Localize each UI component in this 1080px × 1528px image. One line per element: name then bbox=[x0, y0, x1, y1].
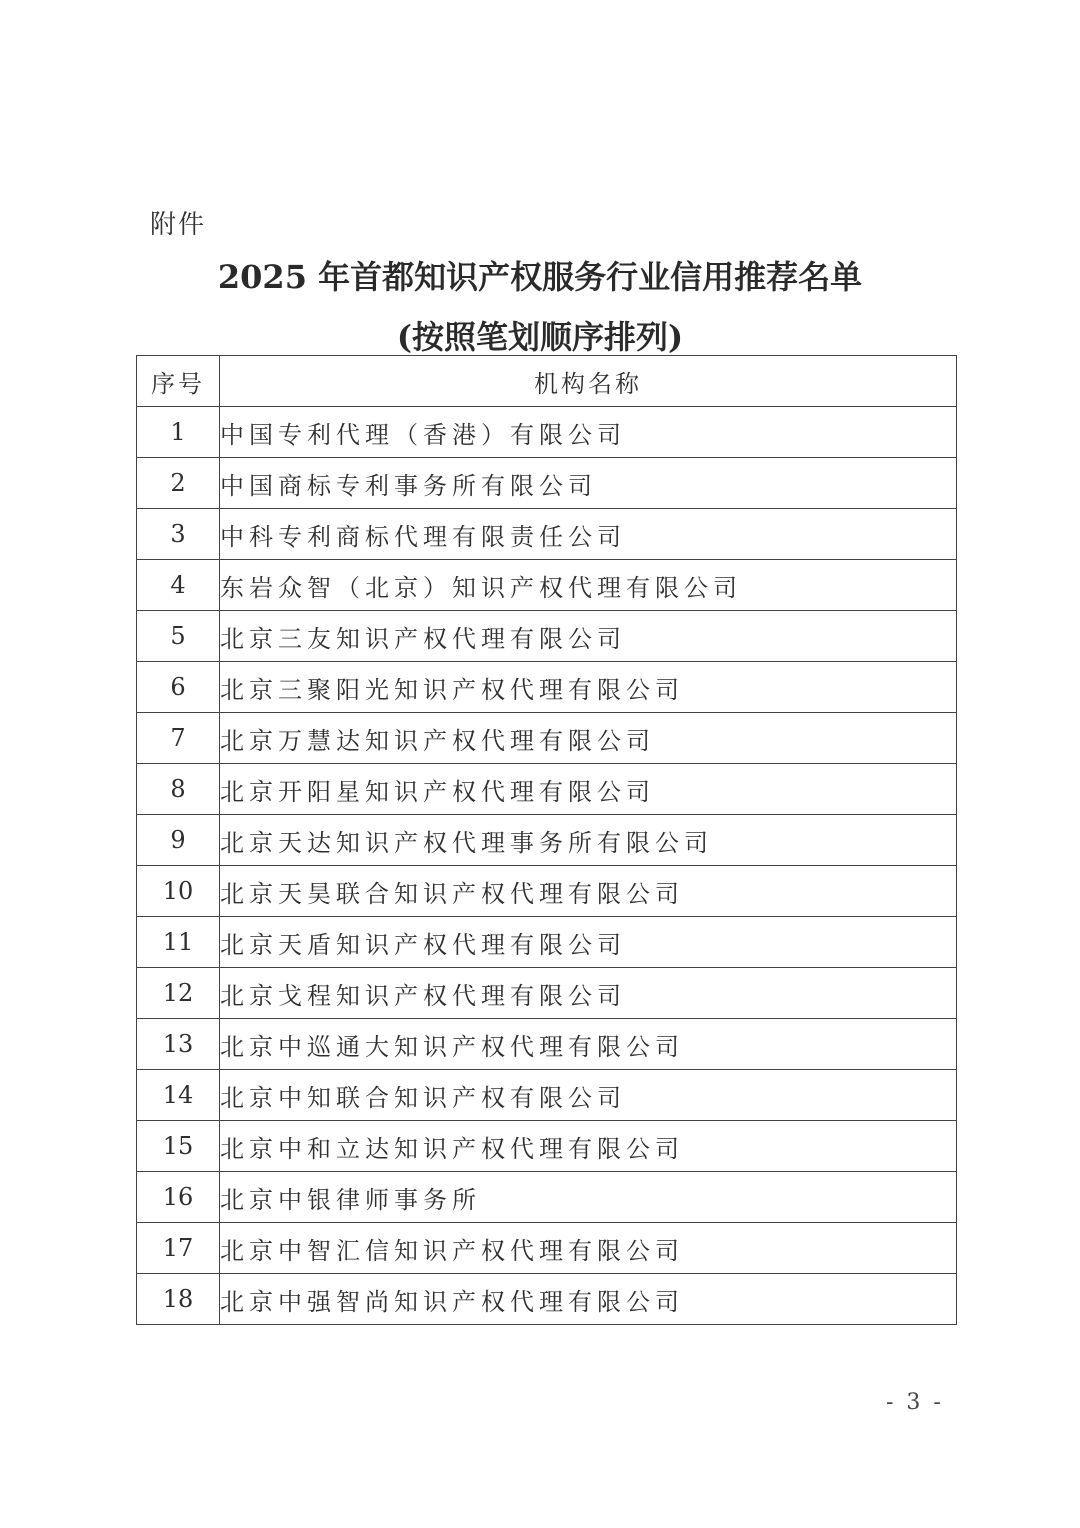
row-number: 17 bbox=[137, 1223, 220, 1274]
table-row bbox=[137, 968, 957, 1019]
table-row bbox=[137, 1019, 957, 1070]
row-number: 9 bbox=[137, 815, 220, 866]
row-number: 6 bbox=[137, 662, 220, 713]
organization-name: 中科专利商标代理有限责任公司 bbox=[220, 509, 957, 560]
table-row bbox=[137, 1121, 957, 1172]
row-number: 3 bbox=[137, 509, 220, 560]
row-number: 2 bbox=[137, 458, 220, 509]
organization-name: 北京中强智尚知识产权代理有限公司 bbox=[220, 1274, 957, 1325]
table-header-row bbox=[137, 356, 957, 407]
table-row bbox=[137, 509, 957, 560]
row-number: 12 bbox=[137, 968, 220, 1019]
organization-name: 北京中知联合知识产权有限公司 bbox=[220, 1070, 957, 1121]
organization-name: 北京三友知识产权代理有限公司 bbox=[220, 611, 957, 662]
row-number: 7 bbox=[137, 713, 220, 764]
row-number: 13 bbox=[137, 1019, 220, 1070]
organization-name: 北京开阳星知识产权代理有限公司 bbox=[220, 764, 957, 815]
organization-name: 东岩众智（北京）知识产权代理有限公司 bbox=[220, 560, 957, 611]
header-organization-name: 机构名称 bbox=[220, 356, 957, 407]
table-row bbox=[137, 1070, 957, 1121]
row-number: 11 bbox=[137, 917, 220, 968]
organization-name: 北京中巡通大知识产权代理有限公司 bbox=[220, 1019, 957, 1070]
row-number: 1 bbox=[137, 407, 220, 458]
organization-name: 北京天达知识产权代理事务所有限公司 bbox=[220, 815, 957, 866]
organization-name: 北京天盾知识产权代理有限公司 bbox=[220, 917, 957, 968]
row-number: 16 bbox=[137, 1172, 220, 1223]
table-row bbox=[137, 611, 957, 662]
table-row bbox=[137, 713, 957, 764]
organization-name: 北京中和立达知识产权代理有限公司 bbox=[220, 1121, 957, 1172]
table-row bbox=[137, 764, 957, 815]
row-number: 4 bbox=[137, 560, 220, 611]
attachment-label: 附件 bbox=[150, 210, 207, 240]
row-number: 14 bbox=[137, 1070, 220, 1121]
organization-name: 北京天昊联合知识产权代理有限公司 bbox=[220, 866, 957, 917]
organization-name: 北京中智汇信知识产权代理有限公司 bbox=[220, 1223, 957, 1274]
organization-name: 北京戈程知识产权代理有限公司 bbox=[220, 968, 957, 1019]
organization-name: 北京三聚阳光知识产权代理有限公司 bbox=[220, 662, 957, 713]
table-row bbox=[137, 407, 957, 458]
row-number: 18 bbox=[137, 1274, 220, 1325]
table-row bbox=[137, 662, 957, 713]
page-number: - 3 - bbox=[886, 1390, 944, 1415]
organization-name: 中国商标专利事务所有限公司 bbox=[220, 458, 957, 509]
table-row bbox=[137, 815, 957, 866]
header-serial-number: 序号 bbox=[137, 356, 220, 407]
table-row bbox=[137, 1274, 957, 1325]
table-row bbox=[137, 1223, 957, 1274]
table-row bbox=[137, 458, 957, 509]
row-number: 10 bbox=[137, 866, 220, 917]
organization-name: 中国专利代理（香港）有限公司 bbox=[220, 407, 957, 458]
organization-name: 北京中银律师事务所 bbox=[220, 1172, 957, 1223]
table-row bbox=[137, 1172, 957, 1223]
row-number: 15 bbox=[137, 1121, 220, 1172]
table-row bbox=[137, 866, 957, 917]
table-row bbox=[137, 560, 957, 611]
document-title: 2025 年首都知识产权服务行业信用推荐名单 bbox=[217, 258, 863, 296]
row-number: 8 bbox=[137, 764, 220, 815]
table-row bbox=[137, 917, 957, 968]
document-subtitle: (按照笔划顺序排列) bbox=[396, 318, 684, 356]
row-number: 5 bbox=[137, 611, 220, 662]
organization-name: 北京万慧达知识产权代理有限公司 bbox=[220, 713, 957, 764]
recommendation-table bbox=[136, 355, 957, 1325]
